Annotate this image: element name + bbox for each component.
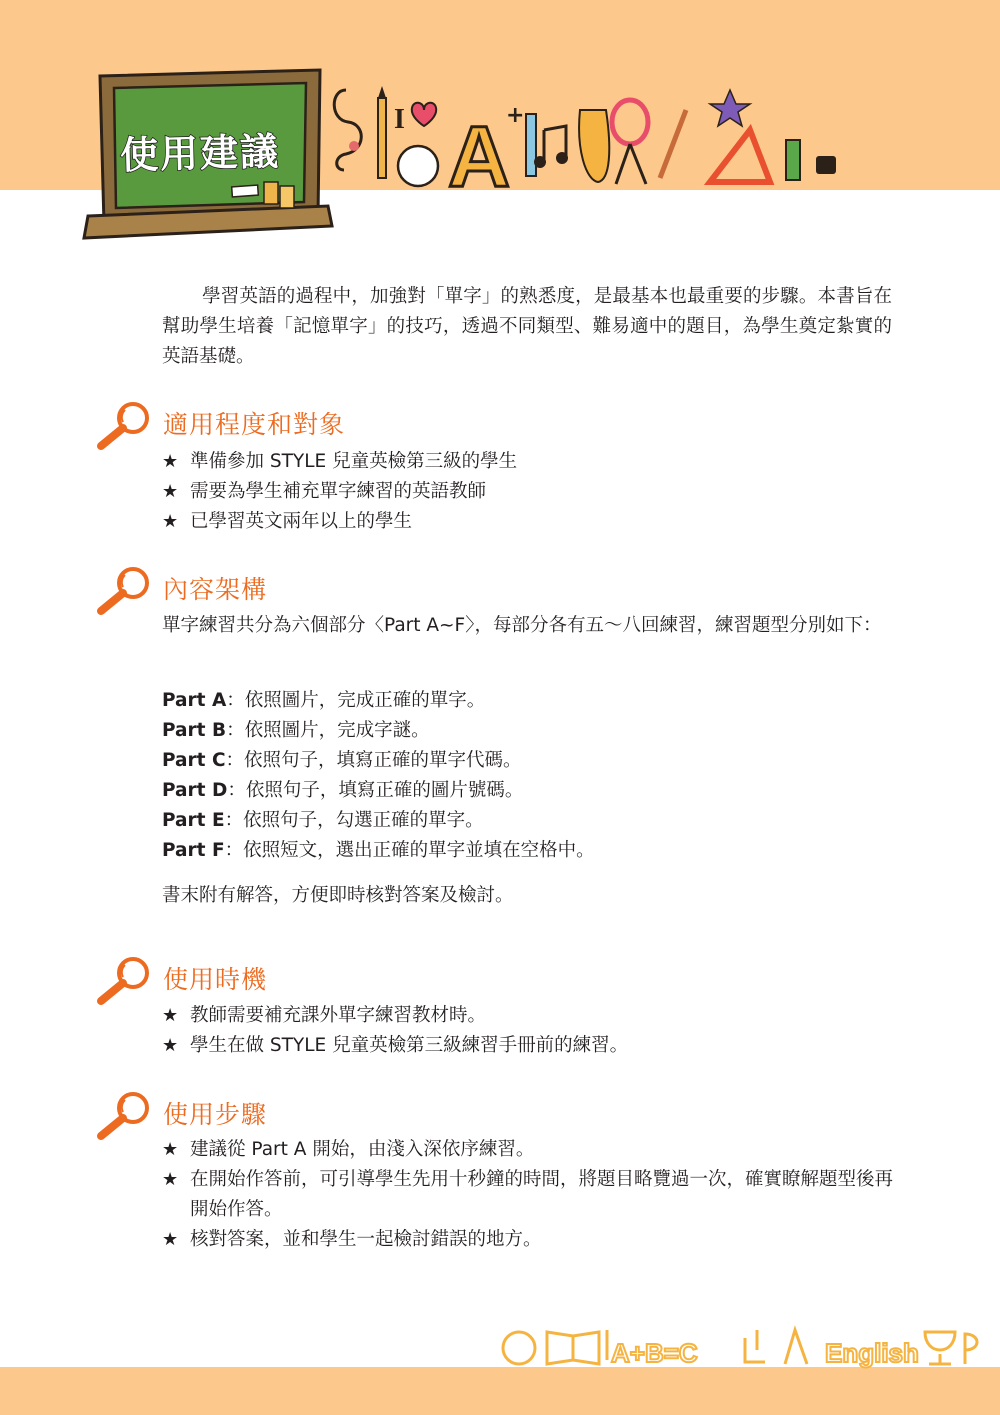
pencil-icon: [378, 98, 386, 178]
star-icon: ★: [162, 1005, 179, 1026]
paintbrush-icon: [660, 110, 686, 178]
list-item: Part F：依照短文，選出正確的單字並填在空格中。: [162, 840, 595, 861]
list-item: ★ 需要為學生補充單字練習的英語教師: [162, 477, 902, 507]
school-supplies-illustration: [330, 70, 850, 190]
star-decor-icon: [710, 90, 750, 126]
list-item: Part D：依照句子，填寫正確的圖片號碼。: [162, 780, 524, 801]
star-icon: ★: [162, 1139, 179, 1160]
star-icon: ★: [162, 1035, 179, 1056]
magnifier-icon: [95, 1090, 157, 1142]
baseball-icon: [398, 146, 438, 186]
list-item: ★ 學生在做 STYLE 兒童英檢第三級練習手冊前的練習。: [162, 1031, 902, 1061]
list-item: ★ 準備參加 STYLE 兒童英檢第三級的學生: [162, 447, 902, 477]
star-icon: ★: [162, 451, 179, 472]
trophy-icon: [925, 1332, 955, 1364]
footer-band: [0, 1367, 1000, 1415]
heart-icon: [412, 103, 436, 126]
structure-note: 書末附有解答，方便即時核對答案及檢討。: [162, 885, 514, 906]
structure-intro: 單字練習共分為六個部分〈Part A~F〉，每部分各有五～八回練習，練習題型分別如下：: [162, 615, 882, 636]
section-title-steps: 使用步驟: [163, 1100, 268, 1129]
pencil-cup-icon: [785, 1330, 807, 1364]
chalkboard: [82, 66, 334, 242]
treble-clef-icon: [334, 90, 361, 170]
decor-letter-a: A: [448, 109, 511, 190]
intro-paragraph: 學習英語的過程中，加強對「單字」的熟悉度，是最基本也最重要的步驟。本書旨在幫助學生培養「記憶單字」的技巧，透過不同類型、難易適中的題目，為學生奠定紮實的英語基礎。: [162, 286, 892, 367]
magnifier-icon: [95, 400, 157, 452]
star-icon: ★: [162, 511, 179, 532]
decor-letter-i: I: [394, 104, 405, 135]
marker-icon: [786, 140, 800, 180]
list-item: ★ 教師需要補充課外單字練習教材時。: [162, 1001, 902, 1031]
page-title: 使用建議: [119, 129, 281, 178]
pen-icon: [526, 114, 536, 176]
star-icon: ★: [162, 1229, 179, 1250]
list-item: Part A：依照圖片，完成正確的單字。: [162, 690, 486, 711]
clock-icon: [503, 1332, 535, 1364]
magnifier-icon: [95, 565, 157, 617]
list-item: ★ 已學習英文兩年以上的學生: [162, 507, 902, 537]
scissors-icon: [612, 100, 648, 144]
list-item: ★ 核對答案，並和學生一起檢討錯誤的地方。: [162, 1225, 898, 1255]
list-item: Part C：依照句子，填寫正確的單字代碼。: [162, 750, 522, 771]
svg-text:+: +: [506, 103, 525, 128]
footer-doodle-illustration: [495, 1320, 985, 1370]
cup-icon: [745, 1330, 765, 1362]
parts-list: [162, 686, 902, 866]
steps-list: [162, 1135, 898, 1255]
star-icon: ★: [162, 481, 179, 502]
section-title-timing: 使用時機: [163, 965, 268, 994]
section-title-structure: 內容架構: [163, 575, 268, 604]
list-item: ★ 在開始作答前，可引導學生先用十秒鐘的時間，將題目略覽過一次，確實瞭解題型後再開始作答。: [162, 1165, 898, 1225]
book-icon: [547, 1332, 599, 1364]
section-title-audience: 適用程度和對象: [163, 410, 346, 439]
crayon-icon: [579, 110, 609, 182]
list-item: Part B：依照圖片，完成字謎。: [162, 720, 430, 741]
star-icon: ★: [162, 1169, 179, 1190]
list-item: ★ 建議從 Part A 開始，由淺入深依序練習。: [162, 1135, 898, 1165]
timing-list: [162, 1001, 902, 1061]
triangle-ruler-icon: [710, 130, 770, 182]
list-item: Part E：依照句子，勾選正確的單字。: [162, 810, 484, 831]
decor-english: English: [825, 1338, 919, 1368]
decor-equation: A+B=C: [611, 1338, 698, 1368]
audience-list: [162, 447, 902, 537]
eraser-icon: [816, 156, 836, 174]
magnifier-icon: [95, 955, 157, 1007]
